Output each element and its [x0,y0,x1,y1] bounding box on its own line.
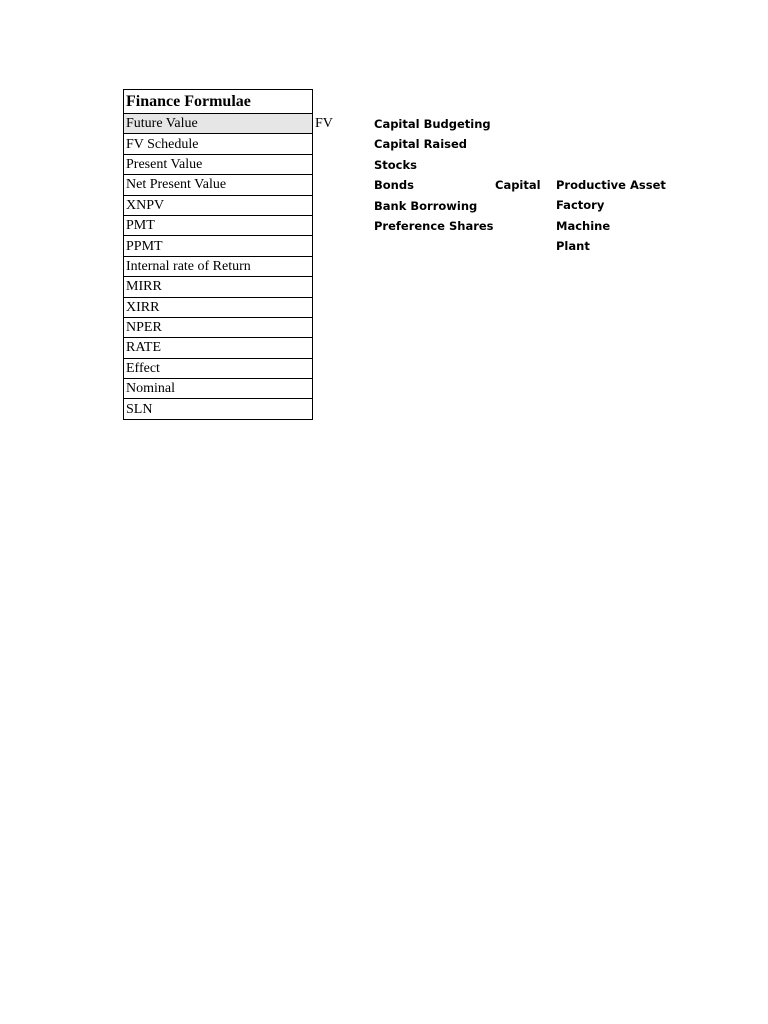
cell-xirr[interactable]: XIRR [124,297,313,317]
table-header-row [124,90,313,114]
note-productive-asset[interactable]: Productive Asset [556,178,666,192]
cell-xnpv[interactable]: XNPV [124,195,313,215]
cell-pmt[interactable]: PMT [124,215,313,235]
cell-present-value[interactable]: Present Value [124,154,313,174]
cell-sln[interactable]: SLN [124,399,313,419]
table-row [124,175,313,195]
cell-effect[interactable]: Effect [124,358,313,378]
table-row [124,399,313,419]
note-plant[interactable]: Plant [556,239,590,254]
cell-fv-schedule[interactable]: FV Schedule [124,134,313,154]
cell-mirr[interactable]: MIRR [124,277,313,297]
note-capital-raised[interactable]: Capital Raised [374,137,468,152]
table-row [124,358,313,378]
note-capital-budgeting[interactable]: Capital Budgeting [374,117,491,131]
cell-future-value[interactable]: Future Value [124,114,313,134]
table-row [124,154,313,174]
notes-column-b [495,175,541,195]
table-row [124,134,313,154]
table-row [124,317,313,337]
note-machine[interactable]: Machine [556,218,611,233]
table-row [124,277,313,297]
cell-rate[interactable]: RATE [124,338,313,358]
note-bonds[interactable]: Bonds [374,178,414,193]
note-bank-borrowing[interactable]: Bank Borrowing [374,198,478,213]
finance-formulae-table [123,89,313,420]
table-row [124,236,313,256]
table-row [124,256,313,276]
cell-irr[interactable]: Internal rate of Return [124,256,313,276]
table-row [124,297,313,317]
notes-column-a [374,114,494,236]
note-preference-shares[interactable]: Preference Shares [374,218,494,233]
table-header[interactable]: Finance Formulae [124,90,313,114]
note-stocks[interactable]: Stocks [374,157,417,172]
notes-column-c [556,175,666,257]
note-factory[interactable]: Factory [556,198,605,213]
cell-net-present-value[interactable]: Net Present Value [124,175,313,195]
table-row [124,379,313,399]
cell-nper[interactable]: NPER [124,317,313,337]
note-capital[interactable]: Capital [495,178,541,192]
cell-nominal[interactable]: Nominal [124,379,313,399]
table-row [124,114,313,134]
table-row [124,215,313,235]
table-row [124,195,313,215]
table-row [124,338,313,358]
cell-ppmt[interactable]: PPMT [124,236,313,256]
fv-cell[interactable]: FV [315,116,333,131]
